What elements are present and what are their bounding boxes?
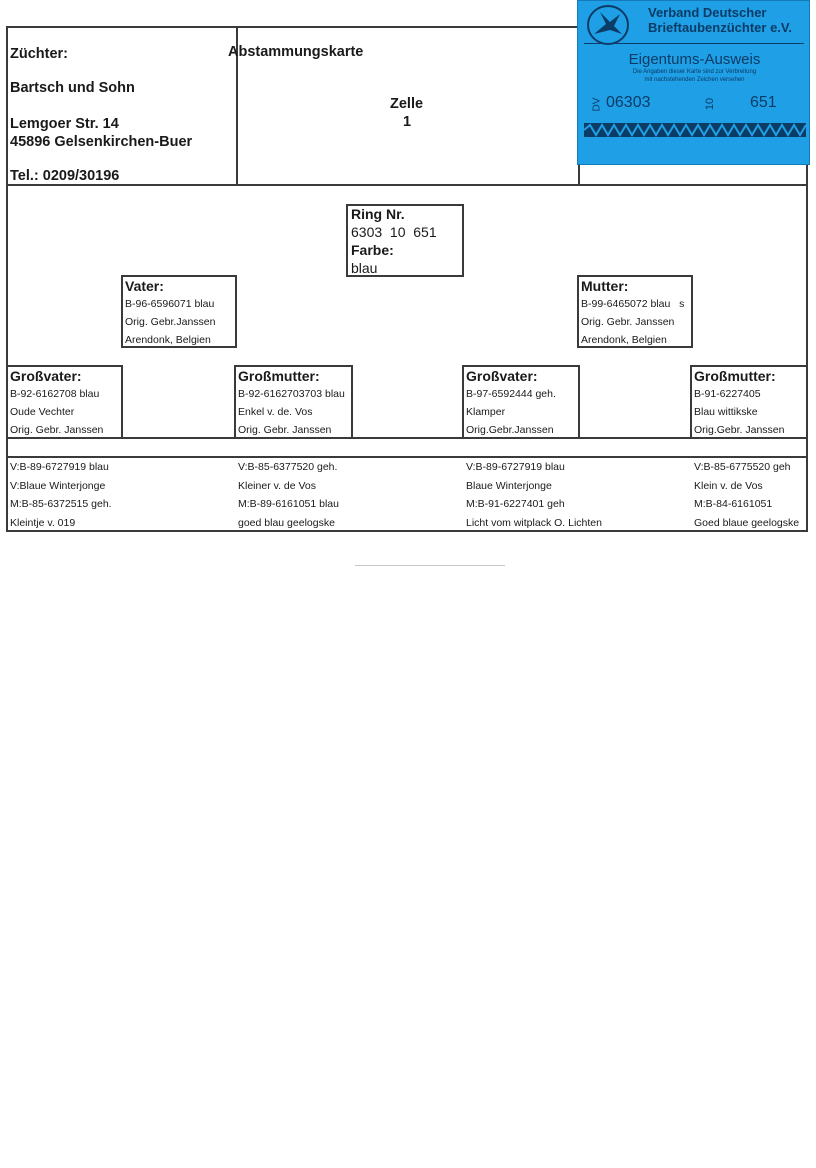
farbe-label: Farbe: — [351, 242, 394, 258]
grandparent-line-2: Klamper — [466, 406, 506, 418]
ggp-line: Goed blaue geelogske — [694, 516, 800, 529]
mutter-box — [577, 275, 693, 348]
greatgrandparents-col-3 — [466, 458, 602, 532]
sticker-prefix: DV — [591, 97, 603, 112]
grandfather-paternal-box — [6, 365, 123, 439]
ggp-line: M:B-84-6161051 — [694, 498, 773, 510]
grandparent-line-1: B-91-6227405 — [694, 388, 761, 400]
pigeon-emblem-icon — [586, 4, 630, 46]
greatgrandparents-col-2 — [238, 458, 339, 532]
row-divider-grandparents — [6, 437, 808, 439]
ggp-line: Blaue Winterjonge — [466, 479, 552, 492]
mutter-line-2: Orig. Gebr. Janssen — [581, 316, 675, 328]
row-divider-greatgrandparents — [6, 456, 808, 458]
grandparent-line-3: Orig. Gebr. Janssen — [238, 424, 332, 436]
ownership-sticker — [577, 0, 810, 165]
grandparent-line-1: B-92-6162703703 blau — [238, 388, 345, 400]
sticker-small-line-2: mit nachstehenden Zeichen versehen — [644, 77, 745, 83]
ggp-line: V:B-85-6775520 geh — [694, 461, 791, 473]
ggp-line: M:B-89-6161051 blau — [238, 498, 339, 510]
vater-line-1: B-96-6596071 blau — [125, 298, 215, 310]
ring-label: Ring Nr. — [351, 206, 405, 222]
ggp-line: V:Blaue Winterjonge — [10, 479, 106, 492]
grandparent-line-3: Orig.Gebr.Janssen — [466, 424, 554, 436]
ggp-line: M:B-85-6372515 geh. — [10, 498, 112, 510]
sticker-pattern-band — [584, 123, 806, 137]
sticker-year: 10 — [704, 97, 717, 111]
ggp-line: V:B-89-6727919 blau — [466, 461, 565, 473]
grandparent-line-1: B-97-6592444 geh. — [466, 388, 556, 400]
owner-phone: Tel.: 0209/30196 — [10, 168, 120, 184]
ring-number: 6303 10 651 — [351, 224, 437, 240]
sticker-number: 06303 — [606, 94, 651, 111]
ggp-line: goed blau geelogske — [238, 516, 335, 529]
grandparent-line-3: Orig.Gebr. Janssen — [694, 424, 785, 436]
vater-label: Vater: — [125, 278, 164, 294]
grandparent-label: Großvater: — [10, 368, 82, 384]
owner-city: 45896 Gelsenkirchen-Buer — [10, 134, 193, 150]
owner-name: Bartsch und Sohn — [10, 80, 135, 96]
grandfather-maternal-box — [462, 365, 580, 439]
grandparent-line-2: Blau wittikske — [694, 406, 758, 418]
sticker-small-line-1: Die Angaben dieser Karte sind zur Verbreitung — [632, 69, 757, 75]
ggp-line: V:B-85-6377520 geh. — [238, 461, 338, 473]
grandparent-line-2: Enkel v. de. Vos — [238, 406, 313, 418]
mutter-line-1: B-99-6465072 blau s — [581, 298, 685, 310]
ggp-line: M:B-91-6227401 geh — [466, 498, 565, 510]
card-title: Abstammungskarte — [228, 44, 364, 60]
zelle-number: 1 — [403, 114, 412, 130]
greatgrandparents-col-4 — [694, 458, 799, 532]
grandparent-label: Großmutter: — [694, 368, 776, 384]
grandparent-line-2: Oude Vechter — [10, 406, 75, 418]
greatgrandparents-col-1 — [10, 458, 112, 532]
ggp-line: Licht vom witplack O. Lichten — [466, 516, 602, 529]
grandparent-line-3: Orig. Gebr. Janssen — [10, 424, 104, 436]
grandparent-label: Großmutter: — [238, 368, 320, 384]
org-line-2: Brieftaubenzüchter e.V. — [648, 20, 793, 35]
grandmother-maternal-box — [690, 365, 808, 439]
sticker-divider — [584, 43, 804, 44]
org-line-1: Verband Deutscher — [648, 5, 767, 20]
ggp-line: Klein v. de Vos — [694, 479, 763, 492]
vater-box — [121, 275, 237, 348]
vater-line-3: Arendonk, Belgien — [125, 334, 211, 346]
scan-mark — [355, 565, 505, 566]
zuechter-label: Züchter: — [10, 46, 68, 62]
ggp-line: Kleintje v. 019 — [10, 516, 76, 529]
sticker-ring: 651 — [750, 94, 777, 111]
grandparent-line-1: B-92-6162708 blau — [10, 388, 100, 400]
grandparent-label: Großvater: — [466, 368, 538, 384]
owner-street: Lemgoer Str. 14 — [10, 116, 119, 132]
grandmother-paternal-box — [234, 365, 353, 439]
mutter-label: Mutter: — [581, 278, 629, 294]
vater-line-2: Orig. Gebr.Janssen — [125, 316, 216, 328]
zelle-label: Zelle — [390, 96, 424, 112]
ggp-line: Kleiner v. de Vos — [238, 479, 317, 492]
sticker-title: Eigentums-Ausweis — [628, 51, 761, 68]
farbe-value: blau — [351, 260, 378, 276]
ring-box — [346, 204, 464, 277]
ggp-line: V:B-89-6727919 blau — [10, 461, 109, 473]
mutter-line-3: Arendonk, Belgien — [581, 334, 667, 346]
